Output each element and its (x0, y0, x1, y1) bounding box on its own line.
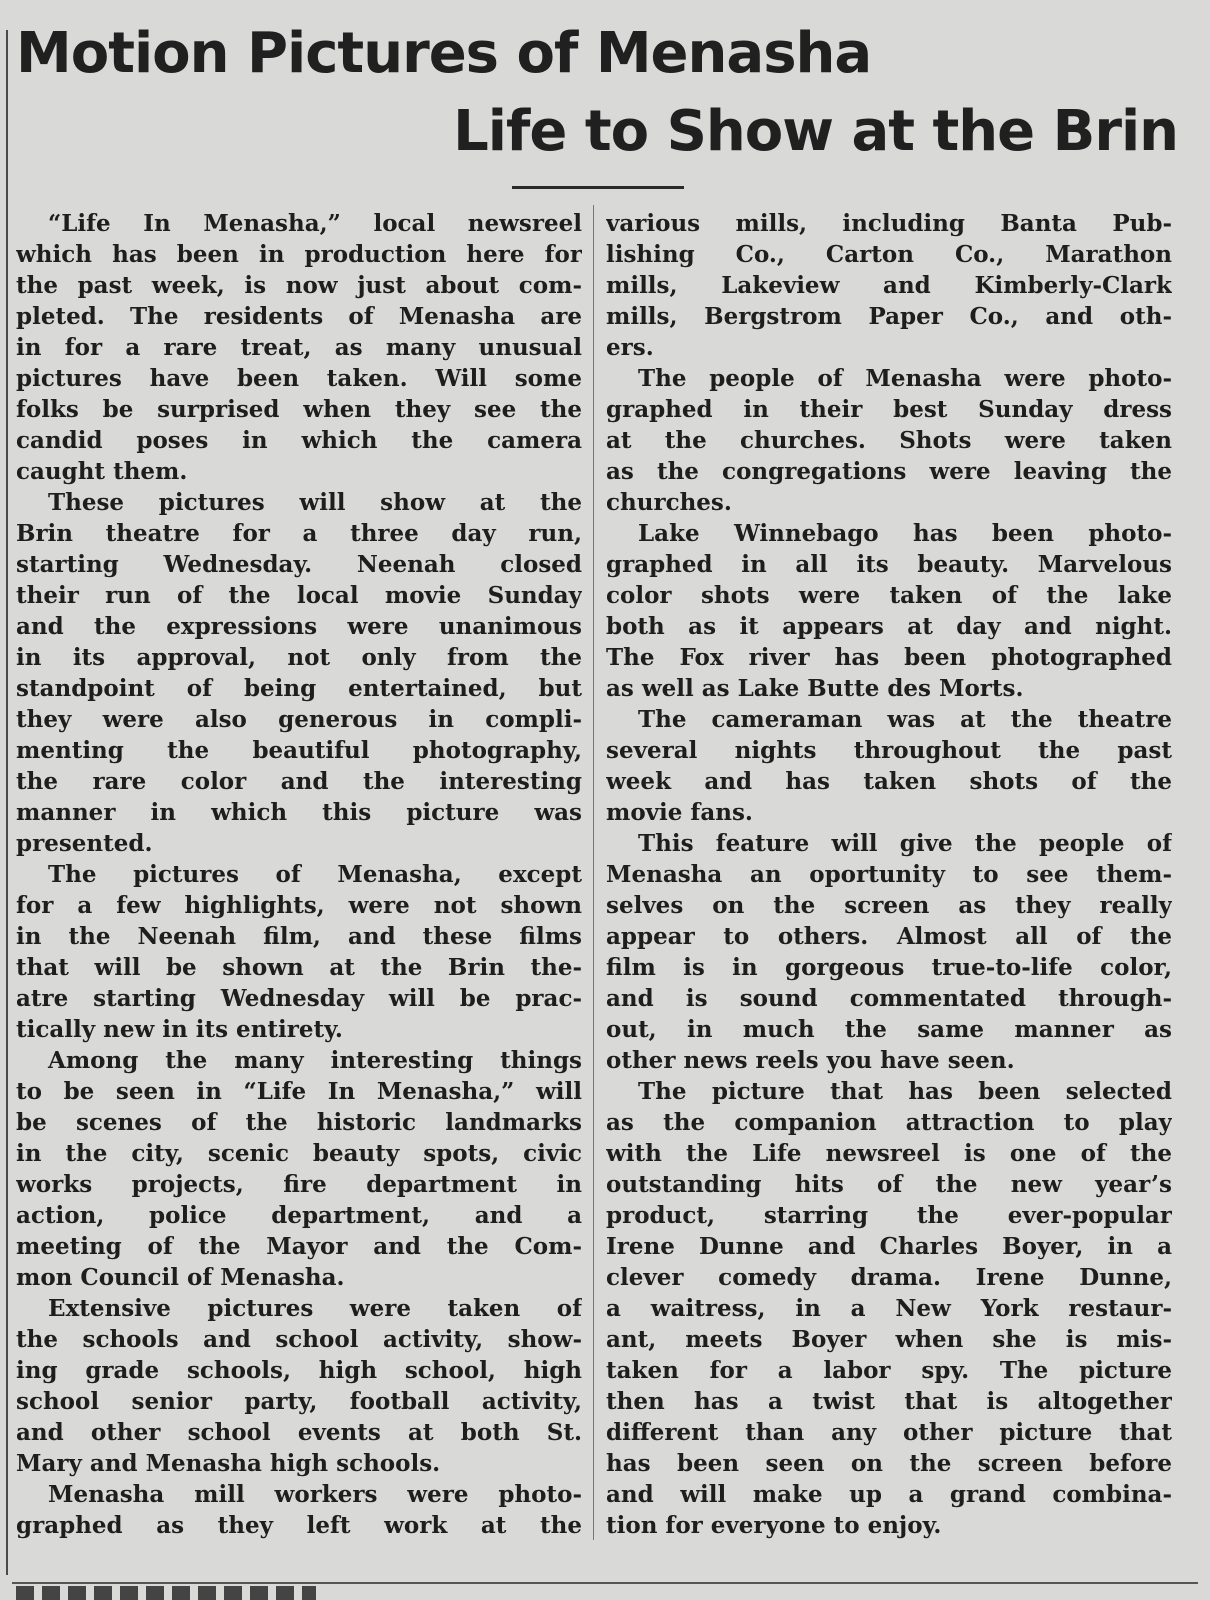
article-line: manner in which this picture was (16, 799, 582, 826)
article-line: menting the beautiful photography, (16, 737, 582, 764)
article-line: and will make up a grand combina- (606, 1481, 1172, 1508)
headline-line-1: Motion Pictures of Menasha (16, 21, 872, 86)
article-line: the past week, is now just about com- (16, 272, 582, 299)
article-line: lishing Co., Carton Co., Marathon (606, 241, 1172, 268)
article-line: product, starring the ever-popular (606, 1202, 1172, 1229)
article-line: as well as Lake Butte des Morts. (606, 675, 1024, 702)
article-line: and is sound commentated through- (606, 985, 1172, 1012)
article-line: meeting of the Mayor and the Com- (16, 1233, 582, 1260)
article-line: taken for a labor spy. The picture (606, 1357, 1172, 1384)
article-line: Irene Dunne and Charles Boyer, in a (606, 1233, 1172, 1260)
article-line: action, police department, and a (16, 1202, 582, 1229)
article-line: and the expressions were unanimous (16, 613, 582, 640)
article-line: with the Life newsreel is one of the (606, 1140, 1172, 1167)
column-gutter-rule (593, 205, 594, 1540)
article-line: folks be surprised when they see the (16, 396, 582, 423)
article-line: The Fox river has been photographed (606, 644, 1172, 671)
bottom-rule (12, 1582, 1198, 1584)
article-line: in its approval, not only from the (16, 644, 582, 671)
article-line: color shots were taken of the lake (606, 582, 1172, 609)
article-line: Among the many interesting things (48, 1047, 582, 1074)
article-line: as the companion attraction to play (606, 1109, 1172, 1136)
article-line: Extensive pictures were taken of (48, 1295, 582, 1322)
article-line: Menasha mill workers were photo- (48, 1481, 582, 1508)
article-line: film is in gorgeous true-to-life color, (606, 954, 1172, 981)
article-line: tically new in its entirety. (16, 1016, 343, 1043)
article-line: ing grade schools, high school, high (16, 1357, 582, 1384)
article-line: presented. (16, 830, 153, 857)
left-column-rule (6, 30, 8, 1575)
article-line: tion for everyone to enjoy. (606, 1512, 942, 1539)
article-line: has been seen on the screen before (606, 1450, 1172, 1477)
article-line: ant, meets Boyer when she is mis- (606, 1326, 1172, 1353)
article-line: graphed as they left work at the (16, 1512, 582, 1539)
article-line: Brin theatre for a three day run, (16, 520, 582, 547)
headline-line-2: Life to Show at the Brin (453, 99, 1178, 164)
article-line: outstanding hits of the new year’s (606, 1171, 1172, 1198)
article-line: appear to others. Almost all of the (606, 923, 1172, 950)
article-line: their run of the local movie Sunday (16, 582, 582, 609)
article-line: atre starting Wednesday will be prac- (16, 985, 582, 1012)
article-line: out, in much the same manner as (606, 1016, 1172, 1043)
next-article-fragment (16, 1586, 316, 1600)
article-line: several nights throughout the past (606, 737, 1172, 764)
article-line: Menasha an oportunity to see them- (606, 861, 1172, 888)
article-line: week and has taken shots of the (606, 768, 1172, 795)
article-line: The pictures of Menasha, except (48, 861, 582, 888)
article-line: that will be shown at the Brin the- (16, 954, 582, 981)
article-line: in the city, scenic beauty spots, civic (16, 1140, 582, 1167)
article-line: a waitress, in a New York restaur- (606, 1295, 1172, 1322)
article-line: both as it appears at day and night. (606, 613, 1172, 640)
article-line: movie fans. (606, 799, 753, 826)
article-line: which has been in production here for (16, 241, 582, 268)
article-line: in the Neenah film, and these films (16, 923, 582, 950)
headline-divider (512, 186, 684, 189)
article-line: “Life In Menasha,” local newsreel (48, 210, 582, 237)
article-line: they were also generous in compli- (16, 706, 582, 733)
article-line: other news reels you have seen. (606, 1047, 1015, 1074)
article-line: to be seen in “Life In Menasha,” will (16, 1078, 582, 1105)
article-line: for a few highlights, were not shown (16, 892, 582, 919)
article-line: pictures have been taken. Will some (16, 365, 582, 392)
article-line: These pictures will show at the (48, 489, 582, 516)
article-line: The people of Menasha were photo- (638, 365, 1172, 392)
article-line: the rare color and the interesting (16, 768, 582, 795)
article-line: clever comedy drama. Irene Dunne, (606, 1264, 1172, 1291)
article-line: the schools and school activity, show- (16, 1326, 582, 1353)
article-line: Mary and Menasha high schools. (16, 1450, 441, 1477)
article-line: in for a rare treat, as many unusual (16, 334, 582, 361)
article-line: mon Council of Menasha. (16, 1264, 345, 1291)
article-line: works projects, fire department in (16, 1171, 582, 1198)
article-line: graphed in all its beauty. Marvelous (606, 551, 1172, 578)
article-line: ers. (606, 334, 654, 361)
article-column-left (16, 208, 582, 1541)
article-line: standpoint of being entertained, but (16, 675, 582, 702)
article-line: as the congregations were leaving the (606, 458, 1172, 485)
article-line: mills, Lakeview and Kimberly-Clark (606, 272, 1172, 299)
article-line: be scenes of the historic landmarks (16, 1109, 582, 1136)
article-column-right (606, 208, 1172, 1541)
article-line: The cameraman was at the theatre (638, 706, 1172, 733)
article-line: caught them. (16, 458, 188, 485)
article-line: This feature will give the people of (638, 830, 1172, 857)
article-line: starting Wednesday. Neenah closed (16, 551, 582, 578)
article-line: candid poses in which the camera (16, 427, 582, 454)
article-line: The picture that has been selected (638, 1078, 1172, 1105)
article-line: graphed in their best Sunday dress (606, 396, 1172, 423)
article-line: mills, Bergstrom Paper Co., and oth- (606, 303, 1172, 330)
article-line: then has a twist that is altogether (606, 1388, 1172, 1415)
article-line: pleted. The residents of Menasha are (16, 303, 582, 330)
article-line: churches. (606, 489, 732, 516)
article-line: different than any other picture that (606, 1419, 1172, 1446)
article-line: various mills, including Banta Pub- (606, 210, 1172, 237)
article-line: school senior party, football activity, (16, 1388, 582, 1415)
article-line: at the churches. Shots were taken (606, 427, 1172, 454)
article-line: and other school events at both St. (16, 1419, 582, 1446)
article-line: Lake Winnebago has been photo- (638, 520, 1172, 547)
article-line: selves on the screen as they really (606, 892, 1172, 919)
